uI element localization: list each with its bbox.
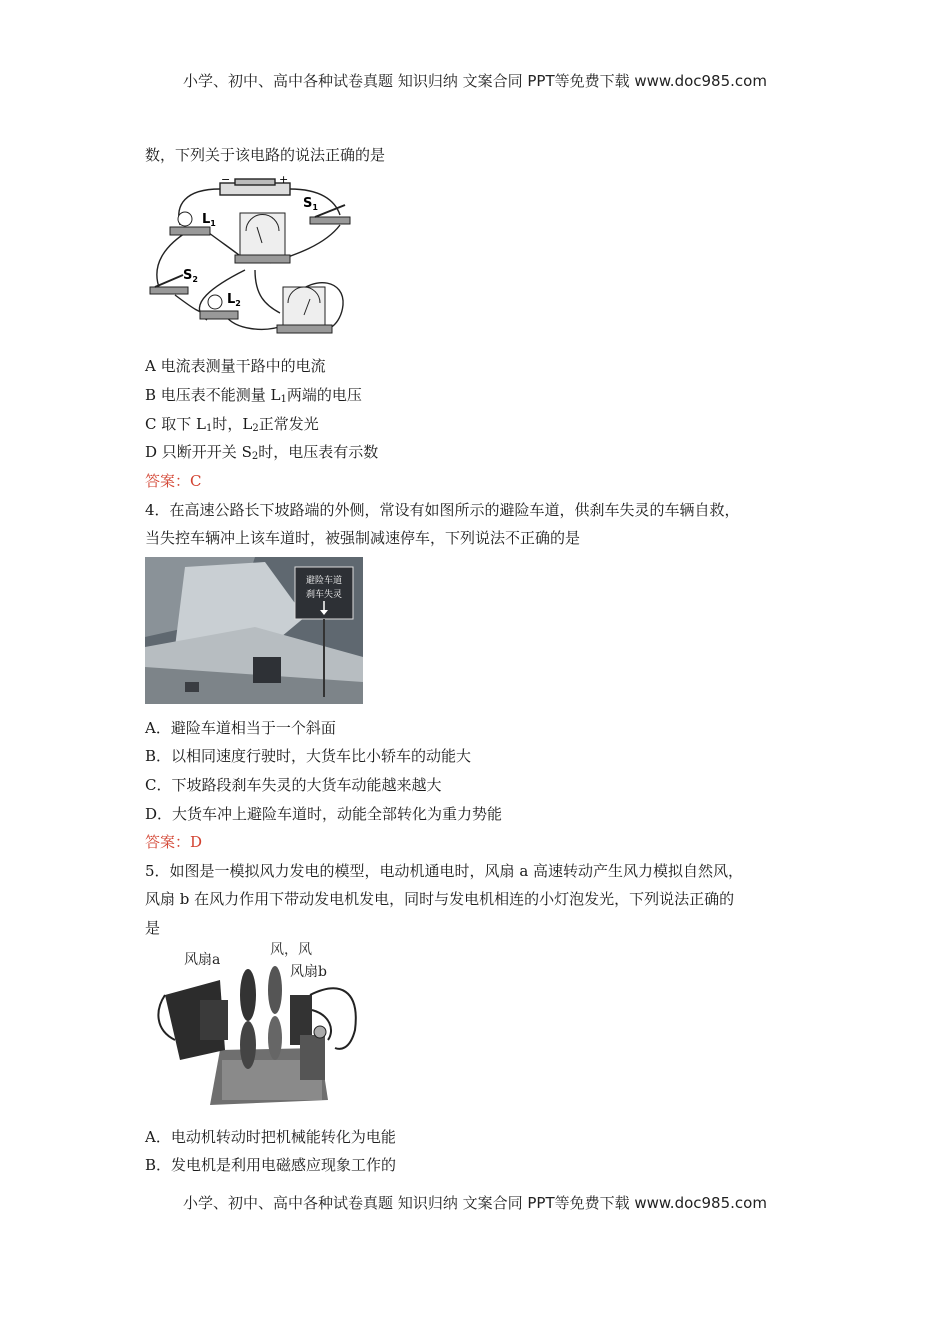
l2-label: $L_2$: [227, 292, 241, 308]
q5-stem-line3: 是: [145, 919, 161, 937]
q4-option-c: C．下坡路段刹车失灵的大货车动能越来越大: [145, 776, 442, 794]
q5-option-b: B．发电机是利用电磁感应现象工作的: [145, 1156, 397, 1174]
s1-label: $S_1$: [303, 196, 318, 212]
q3-option-c: C 取下 $L_1$时，$L_2$正常发光: [145, 415, 319, 434]
q5-photo: [150, 940, 362, 1115]
circuit-diagram: [145, 175, 365, 345]
page-header: 小学、初中、高中各种试卷真题 知识归纳 文案合同 PPT等免费下载 www.doc985.com: [183, 72, 767, 90]
q5-stem-line1: 5．如图是一模拟风力发电的模型，电动机通电时，风扇 a 高速转动产生风力模拟自然风，: [145, 862, 744, 880]
escape-lane-photo: [145, 557, 363, 704]
s2-label: $S_2$: [183, 268, 198, 284]
q4-stem-line1: 4．在高速公路长下坡路端的外侧，常设有如图所示的避险车道，供刹车失灵的车辆自救，: [145, 501, 740, 519]
q3-answer: 答案：C: [145, 472, 202, 490]
battery-plus-label: +: [279, 175, 289, 186]
fan-b-label: 风扇b: [290, 964, 327, 980]
q4-photo: [145, 557, 363, 704]
q3-circuit-figure: [145, 175, 365, 345]
q3-stem-tail: 数，下列关于该电路的说法正确的是: [145, 146, 386, 164]
q4-option-a: A．避险车道相当于一个斜面: [145, 719, 336, 737]
q3-option-d: D 只断开开关 $S_2$时，电压表有示数: [145, 443, 379, 462]
q3-option-b: B 电压表不能测量 $L_1$两端的电压: [145, 386, 362, 405]
q3-option-a: A 电流表测量干路中的电流: [145, 357, 326, 375]
q4-option-b: B．以相同速度行驶时，大货车比小轿车的动能大: [145, 747, 472, 765]
q5-option-a: A．电动机转动时把机械能转化为电能: [145, 1128, 396, 1146]
page-footer: 小学、初中、高中各种试卷真题 知识归纳 文案合同 PPT等免费下载 www.doc985.com: [183, 1194, 767, 1212]
sign-line1: 避险车道: [305, 576, 343, 586]
battery-minus-label: −: [221, 175, 231, 186]
q5-stem-line2: 风扇 b 在风力作用下带动发电机发电，同时与发电机相连的小灯泡发光，下列说法正确的: [145, 890, 735, 908]
q4-option-d: D．大货车冲上避险车道时，动能全部转化为重力势能: [145, 805, 503, 823]
l1-label: $L_1$: [202, 212, 216, 228]
fan-a-label: 风扇a: [184, 952, 221, 968]
wind-generator-photo: [150, 940, 362, 1115]
fig-top-text: 风，风: [270, 942, 312, 958]
q4-answer: 答案：D: [145, 833, 203, 851]
sign-line2: 刹车失灵: [305, 590, 343, 600]
q4-stem-line2: 当失控车辆冲上该车道时，被强制减速停车，下列说法不正确的是: [145, 529, 581, 547]
